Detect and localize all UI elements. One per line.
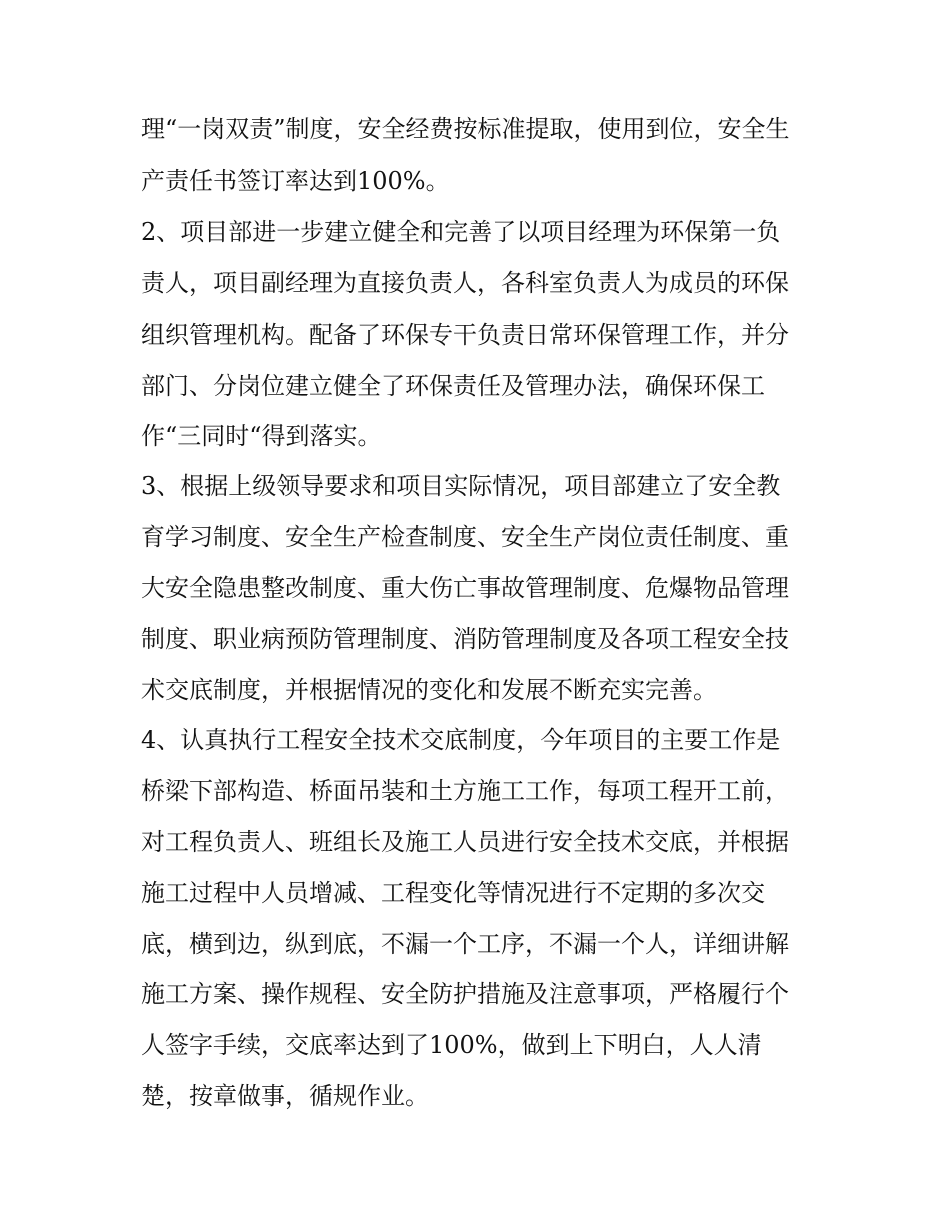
text-line: 部门、分岗位建立健全了环保责任及管理办法，确保环保工: [141, 372, 765, 400]
text-line: 作“三同时“得到落实。: [141, 422, 382, 450]
paragraph-4-start: 4、认真执行工程安全技术交底制度，今年项目的主要工作是: [141, 726, 781, 754]
text-line: 组织管理机构。配备了环保专干负责日常环保管理工作，并分: [141, 321, 789, 349]
text-line: 制度、职业病预防管理制度、消防管理制度及各项工程安全技: [141, 625, 789, 653]
text-line: 桥梁下部构造、桥面吊装和土方施工工作，每项工程开工前，: [141, 777, 789, 805]
text-line: 产责任书签订率达到100%。: [141, 167, 450, 195]
text-line: 楚，按章做事，循规作业。: [141, 1082, 429, 1110]
paragraph-3-start: 3、根据上级领导要求和项目实际情况，项目部建立了安全教: [141, 472, 781, 500]
text-line: 术交底制度，并根据情况的变化和发展不断充实完善。: [141, 676, 717, 704]
text-line: 责人，项目副经理为直接负责人，各科室负责人为成员的环保: [141, 269, 789, 297]
text-line: 理“一岗双责”制度，安全经费按标准提取，使用到位，安全生: [141, 115, 790, 143]
text-line: 施工方案、操作规程、安全防护措施及注意事项，严格履行个: [141, 980, 789, 1008]
text-line: 施工过程中人员增减、工程变化等情况进行不定期的多次交: [141, 879, 765, 907]
text-line: 底，横到边，纵到底，不漏一个工序，不漏一个人，详细讲解: [141, 930, 789, 958]
text-line: 人签字手续，交底率达到了100%，做到上下明白，人人清: [141, 1031, 762, 1059]
paragraph-2-start: 2、项目部进一步建立健全和完善了以项目经理为环保第一负: [141, 218, 781, 246]
text-line: 育学习制度、安全生产检查制度、安全生产岗位责任制度、重: [141, 523, 789, 551]
text-line: 大安全隐患整改制度、重大伤亡事故管理制度、危爆物品管理: [141, 574, 789, 602]
text-line: 对工程负责人、班组长及施工人员进行安全技术交底，并根据: [141, 828, 789, 856]
